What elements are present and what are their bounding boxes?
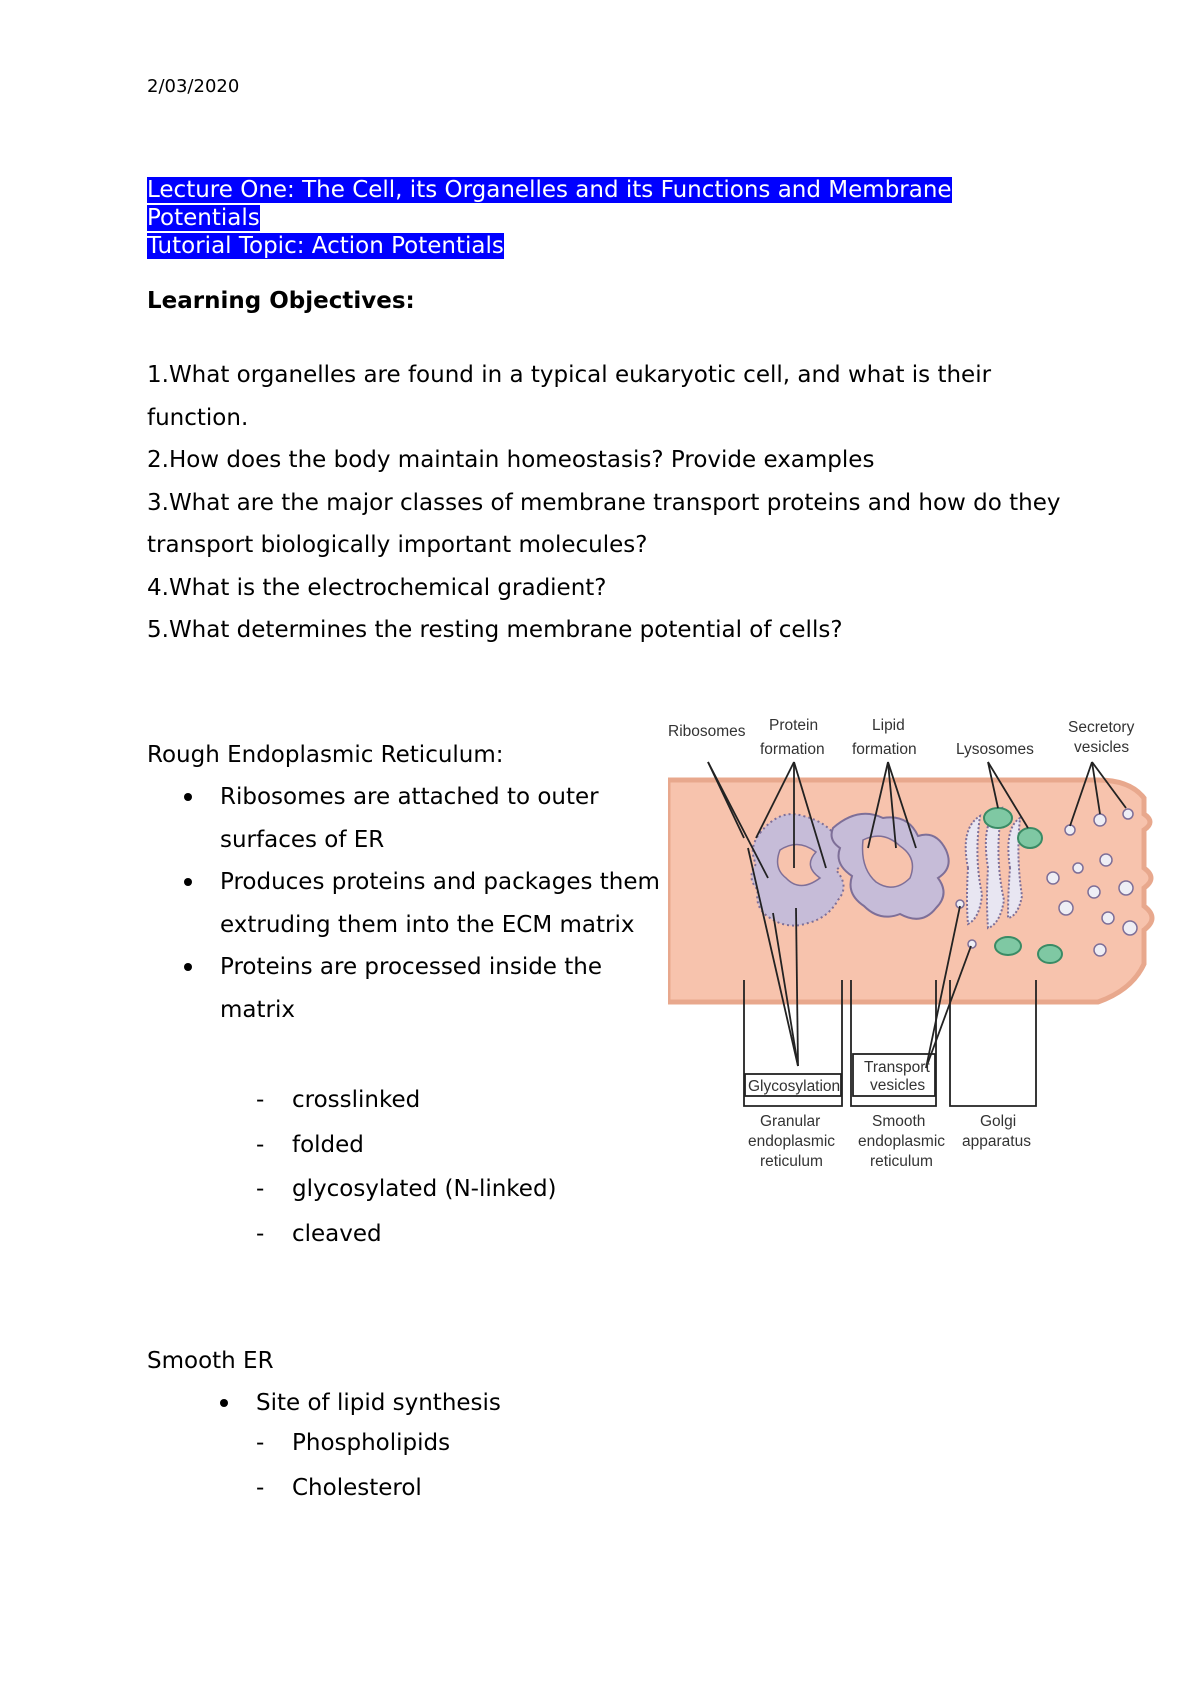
bullet-icon: [184, 793, 192, 801]
sub-list-item: [256, 1087, 616, 1132]
lecture-title-line-2: Potentials: [147, 205, 260, 231]
smooth-er-sub-list: [256, 1430, 616, 1519]
label-smooth-reticulum: reticulum: [870, 1153, 933, 1170]
granular-er-shape: [751, 814, 845, 926]
label-smooth-endoplasmic: endoplasmic: [858, 1133, 946, 1150]
list-item: [256, 1382, 756, 1425]
lecture-title-block: [147, 176, 1047, 260]
list-item: [220, 946, 660, 1031]
objective-item: 2.How does the body maintain homeostasis? Provide examples: [147, 447, 875, 473]
smooth-er-bullets: [256, 1382, 756, 1425]
sub-list-item-text: Cholesterol: [292, 1474, 422, 1501]
label-granular-reticulum: reticulum: [760, 1153, 823, 1170]
label-lipid-formation: formation: [852, 741, 917, 758]
sub-list-item: [256, 1132, 616, 1177]
label-secretory: Secretory: [1068, 719, 1135, 736]
list-item: [220, 861, 660, 946]
sub-list-item-text: crosslinked: [292, 1087, 421, 1113]
sub-list-item: [256, 1475, 616, 1520]
er-golgi-diagram: [668, 718, 1172, 1212]
label-glycosylation: Glycosylation: [748, 1078, 841, 1095]
list-item-text: Ribosomes are attached to outer surfaces of ER: [220, 784, 599, 853]
label-protein-formation: formation: [760, 741, 825, 758]
label-protein: Protein: [769, 718, 819, 734]
lecture-title-line-1: Lecture One: The Cell, its Organelles and its Functions and Membrane: [147, 177, 952, 203]
sub-list-item-text: Phospholipids: [292, 1430, 451, 1456]
list-item: [220, 776, 660, 861]
learning-objectives-heading: Learning Objectives:: [147, 288, 415, 314]
label-smooth: Smooth: [872, 1113, 926, 1130]
label-secretory-vesicles: vesicles: [1074, 739, 1130, 756]
sub-list-item-text: cleaved: [292, 1220, 382, 1247]
list-item-text: Proteins are processed inside the matrix: [220, 954, 603, 1023]
learning-objectives-list: [147, 354, 1077, 652]
sub-list-item-text: glycosylated (N-linked): [292, 1176, 557, 1202]
label-ribosomes: Ribosomes: [668, 723, 746, 740]
objective-item: 5.What determines the resting membrane potential of cells?: [147, 617, 843, 643]
list-item-text: Site of lipid synthesis: [256, 1390, 501, 1416]
dash-icon: -: [256, 1430, 265, 1456]
dash-icon: -: [256, 1220, 265, 1247]
label-golgi: Golgi: [980, 1113, 1017, 1130]
dash-icon: -: [256, 1087, 265, 1113]
sub-list-item: [256, 1176, 616, 1221]
label-transport-vesicles: vesicles: [870, 1077, 926, 1094]
rough-er-heading: Rough Endoplasmic Reticulum:: [147, 742, 504, 768]
label-lysosomes: Lysosomes: [956, 741, 1034, 758]
objective-item: 4.What is the electrochemical gradient?: [147, 574, 607, 601]
sub-list-item: [256, 1221, 616, 1266]
label-granular: Granular: [760, 1113, 821, 1130]
label-granular-endoplasmic: endoplasmic: [748, 1133, 836, 1150]
rough-er-sub-list: [256, 1087, 616, 1265]
sub-list-item-text: folded: [292, 1131, 364, 1158]
rough-er-bullets: [220, 776, 660, 1031]
objective-item: 3.What are the major classes of membrane transport proteins and how do they transport biologically important molecules?: [147, 489, 1061, 558]
label-golgi-apparatus: apparatus: [962, 1133, 1031, 1150]
bullet-icon: [220, 1399, 228, 1407]
sub-list-item: [256, 1430, 616, 1475]
objective-item: 1.What organelles are found in a typical eukaryotic cell, and what is their function.: [147, 362, 992, 431]
bullet-icon: [184, 963, 192, 971]
document-date: 2/03/2020: [147, 76, 240, 97]
list-item-text: Produces proteins and packages them extruding them into the ECM matrix: [220, 869, 660, 938]
dash-icon: -: [256, 1131, 265, 1158]
er-golgi-diagram-svg: [668, 718, 1172, 1212]
smooth-er-heading: Smooth ER: [147, 1348, 274, 1374]
bullet-icon: [184, 878, 192, 886]
dash-icon: -: [256, 1176, 265, 1202]
tutorial-topic: Tutorial Topic: Action Potentials: [147, 233, 504, 259]
dash-icon: -: [256, 1474, 265, 1501]
label-transport: Transport: [864, 1059, 930, 1076]
label-lipid: Lipid: [872, 718, 905, 734]
